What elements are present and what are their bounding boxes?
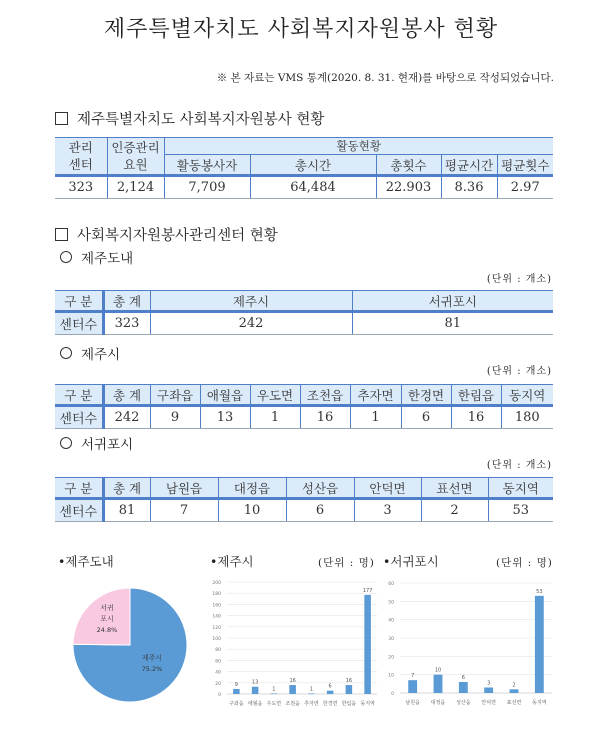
header-total-hours: 총시간 [250, 155, 376, 176]
svg-text:안덕면: 안덕면 [481, 700, 496, 706]
cell-andeok: 3 [354, 499, 421, 522]
svg-text:조천읍: 조천읍 [285, 701, 300, 707]
row-label: 센터수 [55, 406, 103, 429]
svg-text:30: 30 [388, 637, 394, 642]
subheading-jeju-province: 제주도내 [60, 247, 133, 267]
row-label: 센터수 [55, 499, 103, 522]
header-activity-group: 활동현황 [164, 138, 553, 155]
cell-dong-area: 53 [488, 499, 553, 522]
bar [535, 596, 544, 693]
cell-seogwipo-city: 81 [352, 312, 553, 335]
header-pyoseon: 표선면 [421, 478, 488, 499]
bar [346, 685, 353, 694]
cell-total: 81 [103, 499, 150, 522]
svg-text:16: 16 [345, 678, 353, 685]
source-note: ※ 본 자료는 VMS 통계(2020. 8. 31. 현재)를 바탕으로 작성되었습니다. [216, 72, 554, 84]
header-total: 총 계 [103, 385, 150, 406]
seogwipo-city-centers-table [55, 477, 553, 522]
page-title: 제주특별자치도 사회복지자원봉사 현황 [103, 17, 499, 42]
cell-jocheon: 16 [300, 406, 350, 429]
bar [233, 689, 240, 694]
svg-text:한경면: 한경면 [322, 701, 338, 707]
cell-active-volunteers: 7,709 [164, 176, 250, 199]
svg-text:0: 0 [218, 693, 221, 698]
svg-text:2: 2 [512, 682, 516, 689]
svg-text:60: 60 [388, 582, 394, 587]
svg-text:60: 60 [215, 659, 221, 665]
cell-chuja: 1 [350, 406, 401, 429]
cell-avg-count: 2.97 [497, 176, 553, 199]
svg-text:1: 1 [272, 686, 276, 693]
jeju-chart-title: •제주시 [210, 554, 254, 569]
bar [252, 687, 259, 694]
header-total: 총 계 [103, 478, 150, 499]
bar [434, 675, 443, 693]
cell-seongsan: 6 [286, 499, 354, 522]
svg-text:10: 10 [388, 673, 394, 679]
svg-text:80: 80 [215, 648, 221, 654]
seogwipo-chart-unit: (단위 : 명) [496, 557, 553, 569]
svg-text:대정읍: 대정읍 [430, 700, 446, 706]
svg-text:남원읍: 남원읍 [405, 700, 420, 706]
section-heading-text: 사회복지자원봉사관리센터 현황 [77, 228, 278, 244]
unit-label: (단위 : 개소) [486, 366, 552, 377]
bar [308, 693, 315, 694]
svg-text:20: 20 [388, 655, 394, 661]
cell-hallim: 16 [451, 406, 501, 429]
svg-text:16: 16 [289, 678, 296, 685]
svg-text:6: 6 [461, 675, 465, 681]
checkbox-square-icon [55, 228, 68, 241]
cell-avg-hours: 8.36 [441, 176, 497, 199]
bar [484, 688, 493, 694]
svg-text:한림읍: 한림읍 [341, 701, 357, 707]
header-aewol: 애월읍 [200, 385, 250, 406]
cell-total-count: 22.903 [376, 176, 441, 199]
cell-jeju-city: 242 [150, 312, 352, 335]
section-heading-text: 제주특별자치도 사회복지자원봉사 현황 [77, 112, 325, 128]
header-category: 구 분 [55, 291, 103, 312]
svg-text:200: 200 [212, 581, 221, 586]
header-total-count: 총횟수 [376, 155, 441, 176]
svg-text:동지역: 동지역 [532, 700, 547, 706]
header-seongsan: 성산읍 [286, 478, 354, 499]
svg-text:24.8%: 24.8% [96, 626, 118, 634]
table-row [55, 312, 553, 335]
bar [327, 691, 334, 694]
province-centers-table [55, 290, 553, 335]
svg-text:75.2%: 75.2% [141, 665, 163, 673]
svg-text:40: 40 [388, 618, 394, 624]
cell-gujwa: 9 [150, 406, 200, 429]
seogwipo-chart-title: •서귀포시 [383, 554, 439, 569]
bar [271, 693, 278, 694]
header-category: 구 분 [55, 478, 103, 499]
header-category: 구 분 [55, 385, 103, 406]
overview-table [55, 137, 553, 199]
cell-certified-staff: 2,124 [107, 176, 164, 199]
svg-text:표선면: 표선면 [506, 700, 522, 706]
table-row [55, 406, 553, 429]
cell-udo: 1 [250, 406, 300, 429]
svg-text:서귀: 서귀 [100, 604, 114, 612]
header-jocheon: 조천읍 [300, 385, 350, 406]
header-andeok: 안덕면 [354, 478, 421, 499]
cell-aewol: 13 [200, 406, 250, 429]
jeju-city-bar-chart [205, 572, 380, 722]
svg-text:성산읍: 성산읍 [456, 700, 471, 706]
svg-text:50: 50 [388, 600, 394, 606]
circle-bullet-icon [60, 347, 72, 359]
svg-text:0: 0 [391, 692, 394, 697]
bar [364, 595, 371, 694]
header-hallim: 한림읍 [451, 385, 501, 406]
cell-total: 242 [103, 406, 150, 429]
svg-text:10: 10 [434, 667, 442, 674]
header-active-volunteers: 활동봉사자 [164, 155, 250, 176]
subheading-jeju-city: 제주시 [60, 343, 120, 363]
cell-pyoseon: 2 [421, 499, 488, 522]
svg-text:20: 20 [215, 681, 221, 687]
section-heading-centers [55, 224, 278, 245]
svg-text:3: 3 [487, 680, 491, 687]
cell-total: 323 [103, 312, 150, 335]
svg-text:140: 140 [212, 614, 221, 620]
header-dong-area: 동지역 [501, 385, 553, 406]
svg-text:6: 6 [328, 683, 332, 690]
svg-text:우도면: 우도면 [266, 701, 282, 707]
checkbox-square-icon [55, 112, 68, 125]
header-avg-hours: 평균시간 [441, 155, 497, 176]
circle-bullet-icon [60, 251, 72, 263]
svg-text:7: 7 [411, 673, 415, 680]
cell-mgmt-center: 323 [55, 176, 107, 199]
seogwipo-city-bar-chart [380, 572, 560, 722]
svg-text:애월읍: 애월읍 [247, 701, 263, 707]
header-mgmt-center: 관리 센터 [55, 138, 107, 176]
header-chuja: 추자면 [350, 385, 401, 406]
unit-label: (단위 : 개소) [486, 274, 552, 285]
table-row [55, 176, 553, 199]
subheading-seogwipo-city: 서귀포시 [60, 433, 133, 453]
cell-dong-area: 180 [501, 406, 553, 429]
section-heading-overview [55, 108, 324, 129]
header-jeju-city: 제주시 [150, 291, 352, 312]
bar [408, 680, 417, 693]
svg-text:180: 180 [212, 592, 221, 598]
svg-text:53: 53 [536, 588, 543, 595]
cell-daejeong: 10 [218, 499, 286, 522]
table-row [55, 499, 553, 522]
row-label: 센터수 [55, 312, 103, 335]
svg-text:100: 100 [212, 637, 221, 642]
header-namwon: 남원읍 [150, 478, 218, 499]
svg-text:1: 1 [309, 686, 313, 693]
cell-hangyeong: 6 [401, 406, 451, 429]
bar [510, 689, 519, 693]
svg-text:120: 120 [212, 625, 221, 631]
svg-text:13: 13 [251, 679, 259, 686]
header-gujwa: 구좌읍 [150, 385, 200, 406]
header-seogwipo-city: 서귀포시 [352, 291, 553, 312]
jeju-city-centers-table [55, 384, 553, 429]
svg-text:160: 160 [212, 603, 221, 609]
jeju-chart-unit: (단위 : 명) [318, 557, 375, 569]
bar [459, 682, 468, 693]
header-avg-count: 평균횟수 [497, 155, 553, 176]
svg-text:177: 177 [362, 587, 373, 594]
header-hangyeong: 한경면 [401, 385, 451, 406]
bar [289, 685, 296, 694]
unit-label: (단위 : 개소) [486, 460, 552, 471]
pie-chart-title: •제주도내 [58, 554, 114, 569]
svg-text:40: 40 [215, 670, 221, 676]
svg-text:9: 9 [234, 681, 238, 688]
svg-text:동지역: 동지역 [360, 701, 375, 707]
svg-text:포시: 포시 [100, 615, 114, 623]
header-dong-area: 동지역 [488, 478, 553, 499]
svg-text:추자면: 추자면 [304, 701, 319, 707]
header-daejeong: 대정읍 [218, 478, 286, 499]
cell-namwon: 7 [150, 499, 218, 522]
header-total: 총 계 [103, 291, 150, 312]
header-certified-staff: 인증관리 요원 [107, 138, 164, 176]
circle-bullet-icon [60, 437, 72, 449]
cell-total-hours: 64,484 [250, 176, 376, 199]
province-pie-chart [50, 575, 200, 715]
svg-text:제주시: 제주시 [141, 654, 163, 662]
header-udo: 우도면 [250, 385, 300, 406]
svg-text:구좌읍: 구좌읍 [229, 701, 244, 707]
